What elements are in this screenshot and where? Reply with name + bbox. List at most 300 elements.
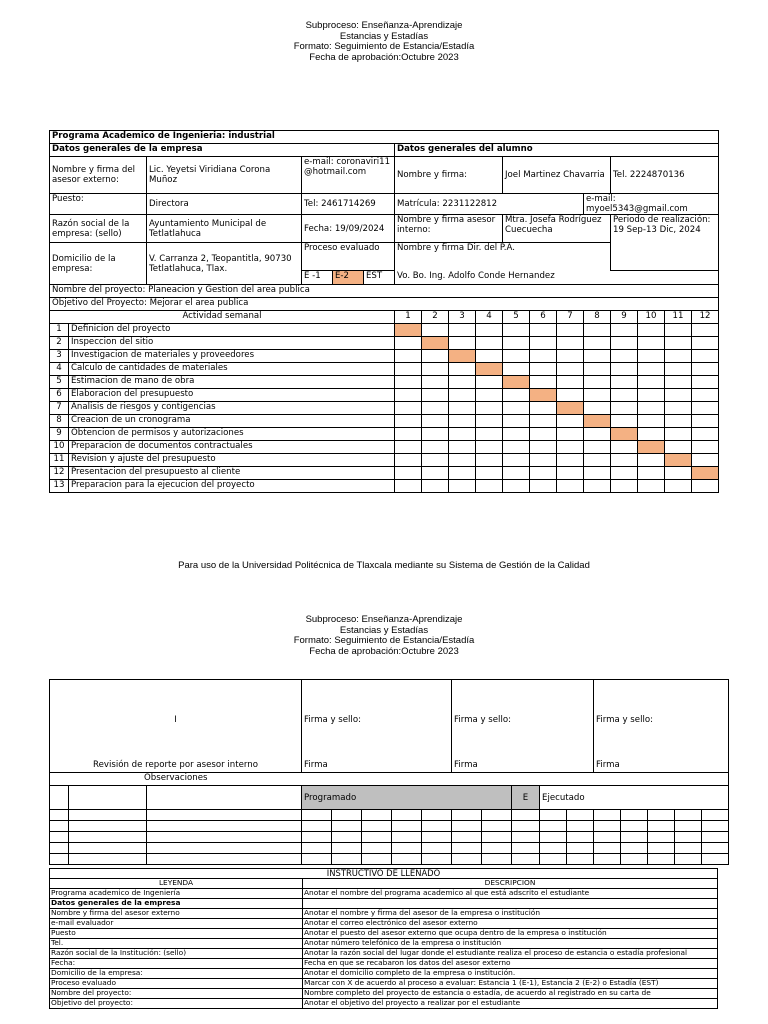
schedule-cell[interactable] [449,337,476,350]
schedule-cell[interactable] [557,337,584,350]
descripcion-cell: Fecha en que se recabaron los datos del asesor externo [303,959,718,969]
observation-cell[interactable] [69,843,147,854]
activity-number: 7 [50,402,69,415]
schedule-cell[interactable] [611,467,638,480]
observation-cell[interactable] [540,821,567,832]
schedule-cell[interactable] [530,324,557,337]
schedule-cell[interactable] [557,363,584,376]
schedule-cell[interactable] [422,467,449,480]
observation-cell[interactable] [648,854,675,865]
schedule-cell[interactable] [395,415,422,428]
schedule-cell[interactable] [476,337,503,350]
schedule-cell[interactable] [692,350,719,363]
observation-cell[interactable] [362,843,392,854]
schedule-cell[interactable] [476,363,503,376]
observation-cell[interactable] [621,843,648,854]
schedule-cell[interactable] [449,363,476,376]
activity-number: 8 [50,415,69,428]
observation-cell[interactable] [512,810,540,821]
observation-cell[interactable] [332,854,362,865]
observation-cell[interactable] [422,843,452,854]
observation-cell[interactable] [540,843,567,854]
schedule-cell[interactable] [422,454,449,467]
proceso-e2[interactable]: E-2 [333,271,364,284]
observation-cell[interactable] [482,854,512,865]
observation-cell[interactable] [567,843,594,854]
observation-cell[interactable] [512,832,540,843]
schedule-cell[interactable] [584,350,611,363]
firma-3: Firma [594,727,729,773]
observation-cell[interactable] [540,854,567,865]
descripcion-cell: Anotar número telefónico de la empresa o institución [303,939,718,949]
schedule-cell[interactable] [449,389,476,402]
activity-row [50,389,719,402]
observation-cell[interactable] [621,821,648,832]
schedule-cell[interactable] [395,376,422,389]
schedule-cell[interactable] [665,402,692,415]
proceso-e1[interactable]: E -1 [302,271,333,284]
razon-social-label: Razón social de la empresa: (sello) [50,215,147,243]
asesor-externo-label: Nombre y firma del asesor externo: [50,157,147,194]
schedule-cell[interactable] [557,376,584,389]
schedule-cell[interactable] [530,480,557,493]
periodo-realizacion: Periodo de realización: 19 Sep-13 Dic, 2024 [611,215,719,271]
schedule-cell[interactable] [476,454,503,467]
programa-academico: Programa Academico de Ingenieria: industrial [50,131,719,144]
alumno-section-title: Datos generales del alumno [395,144,719,157]
schedule-cell[interactable] [422,350,449,363]
observation-cell[interactable] [702,843,729,854]
schedule-cell[interactable] [530,467,557,480]
schedule-cell[interactable] [692,441,719,454]
observation-cell[interactable] [422,832,452,843]
schedule-cell[interactable] [557,415,584,428]
schedule-cell[interactable] [449,454,476,467]
schedule-cell[interactable] [530,363,557,376]
schedule-cell[interactable] [395,389,422,402]
descripcion-cell: Marcar con X de acuerdo al proceso a evaluar: Estancia 1 (E-1), Estancia 2 (E-2) o Estadía (EST) [303,979,718,989]
activity-row [50,337,719,350]
schedule-cell[interactable] [449,428,476,441]
observation-cell[interactable] [540,832,567,843]
schedule-cell[interactable] [665,363,692,376]
observation-cell[interactable] [512,843,540,854]
observation-cell[interactable] [675,810,702,821]
instructivo-row [50,889,718,899]
schedule-cell[interactable] [530,376,557,389]
domicilio-value: V. Carranza 2, Teopantitla, 90730 Tetlatlahuca, Tlax. [147,243,302,285]
schedule-cell[interactable] [611,480,638,493]
observation-cell[interactable] [50,854,69,865]
observation-cell[interactable] [69,810,147,821]
schedule-cell[interactable] [449,402,476,415]
observation-cell[interactable] [50,832,69,843]
schedule-cell[interactable] [530,402,557,415]
observation-cell[interactable] [69,821,147,832]
schedule-cell[interactable] [449,480,476,493]
schedule-cell[interactable] [449,350,476,363]
schedule-cell[interactable] [557,402,584,415]
activity-number: 9 [50,428,69,441]
header2-fecha: Fecha de aprobación:Octubre 2023 [309,645,459,657]
observation-cell[interactable] [302,843,332,854]
schedule-cell[interactable] [638,389,665,402]
schedule-cell[interactable] [530,389,557,402]
observation-cell[interactable] [422,854,452,865]
observation-cell[interactable] [702,832,729,843]
observation-cell[interactable] [302,832,332,843]
activity-name: Calculo de cantidades de materiales [69,363,395,376]
activity-row [50,428,719,441]
schedule-cell[interactable] [638,337,665,350]
schedule-cell[interactable] [584,402,611,415]
schedule-cell[interactable] [692,454,719,467]
leyenda-header: LEYENDA [50,879,303,889]
activity-name: Creacion de un cronograma [69,415,395,428]
schedule-cell[interactable] [422,376,449,389]
schedule-cell[interactable] [611,337,638,350]
schedule-cell[interactable] [584,363,611,376]
schedule-cell[interactable] [395,402,422,415]
observation-cell[interactable] [147,821,302,832]
schedule-cell[interactable] [665,337,692,350]
observation-cell[interactable] [482,810,512,821]
schedule-cell[interactable] [422,402,449,415]
schedule-cell[interactable] [557,350,584,363]
observation-cell[interactable] [452,854,482,865]
observation-cell[interactable] [675,843,702,854]
schedule-cell[interactable] [476,376,503,389]
schedule-cell[interactable] [449,324,476,337]
observation-cell[interactable] [702,821,729,832]
observation-cell[interactable] [362,854,392,865]
schedule-cell[interactable] [503,376,530,389]
schedule-cell[interactable] [476,441,503,454]
observation-cell[interactable] [302,810,332,821]
activity-row [50,480,719,493]
observation-cell[interactable] [147,854,302,865]
schedule-cell[interactable] [557,441,584,454]
week-header: 4 [476,311,503,324]
activity-row [50,441,719,454]
observation-cell[interactable] [621,854,648,865]
schedule-cell[interactable] [476,389,503,402]
observation-cell[interactable] [147,810,302,821]
observation-cell[interactable] [147,843,302,854]
observation-cell[interactable] [69,854,147,865]
schedule-cell[interactable] [665,324,692,337]
schedule-cell[interactable] [503,454,530,467]
observation-cell[interactable] [332,821,362,832]
schedule-cell[interactable] [503,402,530,415]
observation-cell[interactable] [332,810,362,821]
schedule-cell[interactable] [638,467,665,480]
schedule-cell[interactable] [557,324,584,337]
schedule-cell[interactable] [476,415,503,428]
schedule-cell[interactable] [476,350,503,363]
schedule-cell[interactable] [584,337,611,350]
week-header: 3 [449,311,476,324]
schedule-cell[interactable] [422,337,449,350]
activity-row [50,363,719,376]
observation-cell[interactable] [648,810,675,821]
schedule-cell[interactable] [503,441,530,454]
schedule-cell[interactable] [584,389,611,402]
observation-cell[interactable] [362,832,392,843]
schedule-cell[interactable] [638,350,665,363]
observation-cell[interactable] [362,810,392,821]
schedule-cell[interactable] [503,324,530,337]
leyenda-cell: Objetivo del proyecto: [50,999,303,1009]
schedule-cell[interactable] [611,415,638,428]
schedule-cell[interactable] [395,350,422,363]
schedule-cell[interactable] [530,454,557,467]
observation-cell[interactable] [392,843,422,854]
schedule-cell[interactable] [395,480,422,493]
observation-cell[interactable] [452,843,482,854]
schedule-cell[interactable] [422,389,449,402]
schedule-cell[interactable] [449,376,476,389]
observation-cell[interactable] [567,832,594,843]
nombre-proyecto: Nombre del proyecto: Planeacion y Gestion del area publica [50,285,719,298]
schedule-cell[interactable] [449,415,476,428]
leyenda-cell: Nombre y firma del asesor externo [50,909,303,919]
instructivo-row [50,989,718,999]
schedule-cell[interactable] [503,363,530,376]
schedule-cell[interactable] [665,428,692,441]
quality-footer: Para uso de la Universidad Politécnica de Tlaxcala mediante su Sistema de Gestión de la Calidad [178,560,590,571]
schedule-cell[interactable] [584,324,611,337]
proceso-evaluado-label: Proceso evaluado [302,243,395,271]
schedule-cell[interactable] [611,428,638,441]
week-header: 1 [395,311,422,324]
instructivo-title: INSTRUCTIVO DE LLENADO [50,869,718,879]
schedule-cell[interactable] [476,402,503,415]
schedule-cell[interactable] [692,363,719,376]
schedule-cell[interactable] [611,402,638,415]
observation-cell[interactable] [392,832,422,843]
observation-cell[interactable] [392,821,422,832]
schedule-cell[interactable] [530,428,557,441]
schedule-cell[interactable] [530,337,557,350]
leyenda-cell: Tel. [50,939,303,949]
observation-cell[interactable] [332,832,362,843]
schedule-cell[interactable] [692,324,719,337]
observation-cell[interactable] [482,843,512,854]
observation-cell[interactable] [422,821,452,832]
schedule-cell[interactable] [692,467,719,480]
schedule-cell[interactable] [395,337,422,350]
schedule-cell[interactable] [692,337,719,350]
observation-cell[interactable] [648,843,675,854]
schedule-cell[interactable] [422,441,449,454]
observation-cell[interactable] [302,854,332,865]
observation-cell[interactable] [50,821,69,832]
schedule-cell[interactable] [395,454,422,467]
schedule-cell[interactable] [584,376,611,389]
schedule-cell[interactable] [503,350,530,363]
observation-cell[interactable] [302,821,332,832]
observation-cell[interactable] [594,832,621,843]
schedule-cell[interactable] [665,415,692,428]
header2-subproceso: Subproceso: Enseñanza-Aprendizaje [305,614,463,625]
asesor-externo-value: Lic. Yeyetsi Viridiana Corona Muñoz [147,157,302,194]
observation-cell[interactable] [362,821,392,832]
schedule-cell[interactable] [422,324,449,337]
observation-cell[interactable] [648,821,675,832]
observation-cell[interactable] [702,854,729,865]
schedule-cell[interactable] [530,441,557,454]
schedule-cell[interactable] [422,480,449,493]
schedule-cell[interactable] [395,324,422,337]
schedule-cell[interactable] [584,454,611,467]
observation-cell[interactable] [567,810,594,821]
schedule-cell[interactable] [584,415,611,428]
alumno-email: e-mail: myoel5343@gmail.com [584,194,719,215]
observation-cell[interactable] [594,821,621,832]
firma-1: Firma [302,727,452,773]
schedule-cell[interactable] [557,467,584,480]
schedule-cell[interactable] [557,389,584,402]
schedule-cell[interactable] [584,480,611,493]
observation-cell[interactable] [482,832,512,843]
observation-cell[interactable] [594,843,621,854]
schedule-cell[interactable] [692,480,719,493]
schedule-cell[interactable] [476,480,503,493]
schedule-cell[interactable] [692,402,719,415]
schedule-cell[interactable] [665,454,692,467]
schedule-cell[interactable] [503,415,530,428]
schedule-cell[interactable] [611,454,638,467]
schedule-cell[interactable] [638,480,665,493]
schedule-cell[interactable] [665,480,692,493]
schedule-cell[interactable] [476,467,503,480]
schedule-cell[interactable] [395,441,422,454]
schedule-cell[interactable] [692,376,719,389]
observation-cell[interactable] [675,832,702,843]
schedule-cell[interactable] [422,363,449,376]
observation-cell[interactable] [594,854,621,865]
schedule-cell[interactable] [611,350,638,363]
schedule-cell[interactable] [530,350,557,363]
schedule-cell[interactable] [503,428,530,441]
schedule-cell[interactable] [530,415,557,428]
observation-cell[interactable] [452,832,482,843]
proceso-est[interactable]: EST [366,271,383,281]
signature-table [49,679,729,865]
observation-cell[interactable] [594,810,621,821]
activity-row [50,402,719,415]
observation-cell[interactable] [648,832,675,843]
razon-social-value: Ayuntamiento Municipal de Tetlatlahuca [147,215,302,243]
schedule-cell[interactable] [503,389,530,402]
schedule-cell[interactable] [557,480,584,493]
observation-cell[interactable] [392,810,422,821]
schedule-cell[interactable] [449,467,476,480]
observation-cell[interactable] [147,832,302,843]
schedule-cell[interactable] [584,428,611,441]
activity-name: Definicion del proyecto [69,324,395,337]
schedule-cell[interactable] [503,480,530,493]
observation-cell[interactable] [512,854,540,865]
observation-cell[interactable] [452,810,482,821]
activity-name: Inspeccion del sitio [69,337,395,350]
observation-cell[interactable] [422,810,452,821]
schedule-cell[interactable] [611,363,638,376]
schedule-cell[interactable] [503,337,530,350]
schedule-cell[interactable] [638,402,665,415]
schedule-cell[interactable] [692,389,719,402]
schedule-cell[interactable] [395,363,422,376]
observation-cell[interactable] [50,810,69,821]
schedule-cell[interactable] [557,454,584,467]
schedule-cell[interactable] [638,415,665,428]
schedule-cell[interactable] [692,415,719,428]
observation-cell[interactable] [69,832,147,843]
observation-cell[interactable] [512,821,540,832]
schedule-cell[interactable] [449,441,476,454]
header-subproceso: Subproceso: Enseñanza-Aprendizaje [305,20,463,31]
schedule-cell[interactable] [638,324,665,337]
schedule-cell[interactable] [692,428,719,441]
schedule-cell[interactable] [584,467,611,480]
schedule-cell[interactable] [395,428,422,441]
schedule-cell[interactable] [638,363,665,376]
schedule-cell[interactable] [638,376,665,389]
schedule-cell[interactable] [476,428,503,441]
leyenda-cell: Programa academico de Ingeniería [50,889,303,899]
schedule-cell[interactable] [611,376,638,389]
asesor-interno-label: Nombre y firma asesor interno: [395,215,503,243]
schedule-cell[interactable] [665,467,692,480]
schedule-cell[interactable] [665,441,692,454]
schedule-cell[interactable] [638,454,665,467]
leyenda-cell: Puesto [50,929,303,939]
observation-cell[interactable] [621,810,648,821]
observation-cell[interactable] [675,821,702,832]
observation-cell[interactable] [50,843,69,854]
schedule-cell[interactable] [422,415,449,428]
schedule-cell[interactable] [638,441,665,454]
observation-cell[interactable] [392,854,422,865]
observation-cell[interactable] [621,832,648,843]
firma-sello-3: Firma y sello: [594,680,729,727]
observation-cell[interactable] [567,854,594,865]
observation-cell[interactable] [675,854,702,865]
observation-cell[interactable] [452,821,482,832]
observation-cell[interactable] [332,843,362,854]
descripcion-cell [303,899,718,909]
schedule-cell[interactable] [422,428,449,441]
schedule-cell[interactable] [611,324,638,337]
schedule-cell[interactable] [611,441,638,454]
schedule-cell[interactable] [665,350,692,363]
observation-cell[interactable] [540,810,567,821]
schedule-cell[interactable] [503,467,530,480]
schedule-cell[interactable] [638,428,665,441]
schedule-cell[interactable] [665,376,692,389]
observation-cell[interactable] [702,810,729,821]
schedule-cell[interactable] [665,389,692,402]
observation-cell[interactable] [482,821,512,832]
schedule-cell[interactable] [557,428,584,441]
schedule-cell[interactable] [584,441,611,454]
descripcion-cell: Anotar el puesto del asesor externo que ocupa dentro de la empresa o institución [303,929,718,939]
schedule-cell[interactable] [395,467,422,480]
schedule-cell[interactable] [476,324,503,337]
observation-cell[interactable] [567,821,594,832]
schedule-cell[interactable] [611,389,638,402]
